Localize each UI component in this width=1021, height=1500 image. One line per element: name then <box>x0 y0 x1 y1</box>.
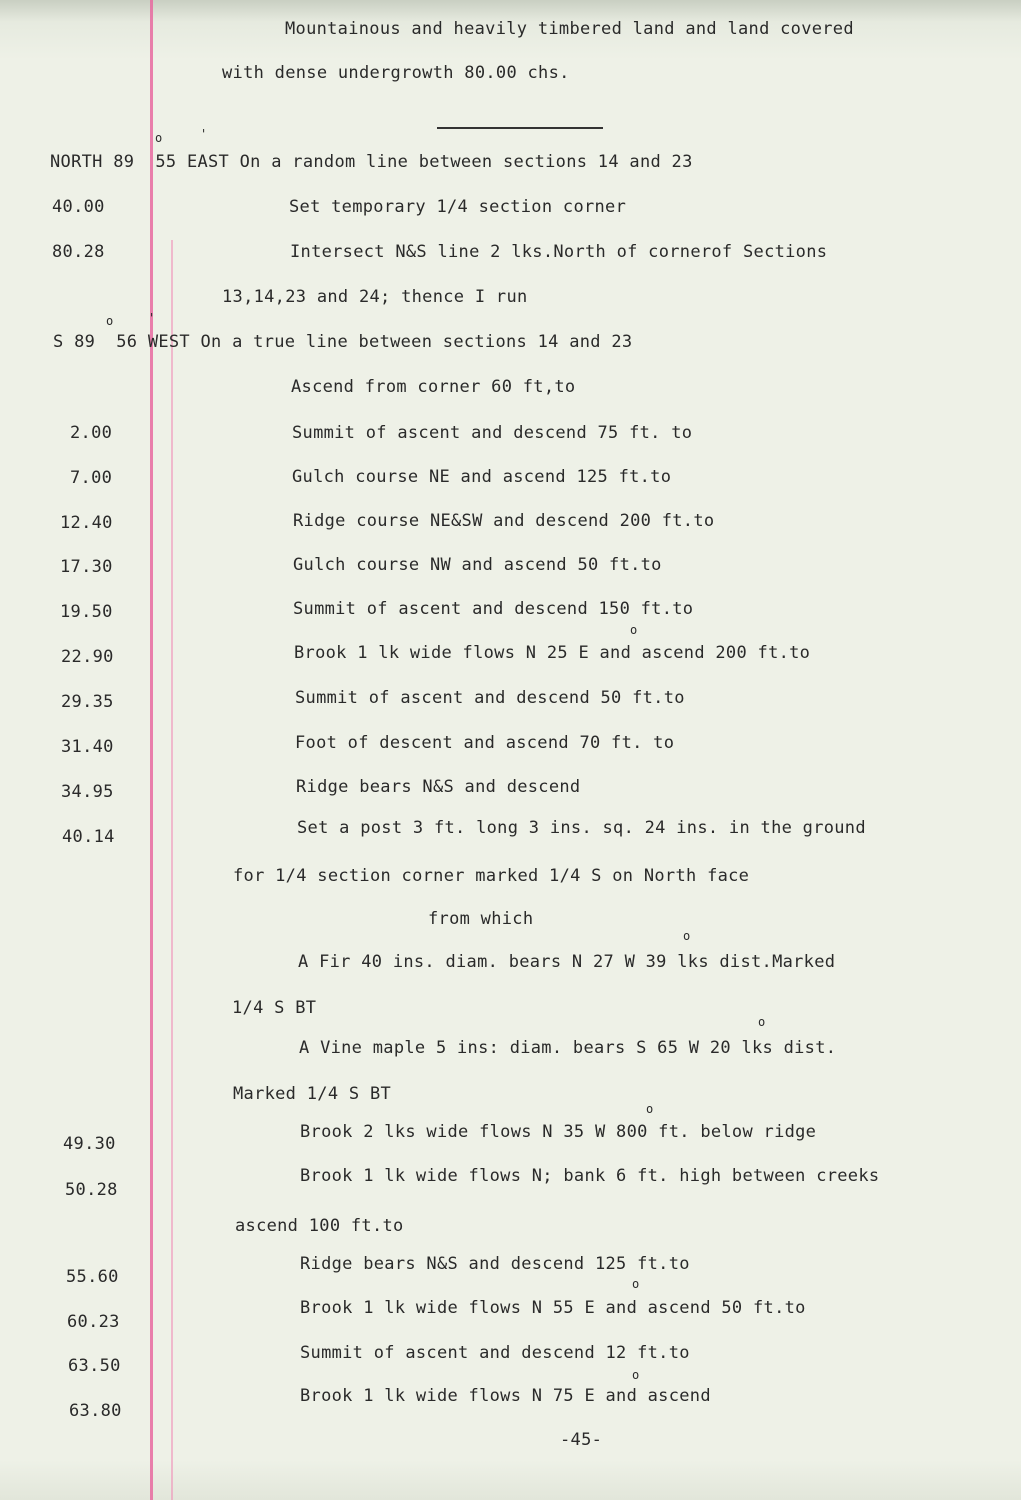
degree-mark: o <box>155 131 163 145</box>
note: Brook 1 lk wide flows N 75 E and ascend <box>300 1386 711 1406</box>
distance: 63.50 <box>68 1356 121 1376</box>
distance: 31.40 <box>61 737 114 757</box>
note: Gulch course NW and ascend 50 ft.to <box>293 555 662 575</box>
distance: 60.23 <box>67 1312 120 1332</box>
distance: 29.35 <box>61 692 114 712</box>
distance: 49.30 <box>63 1134 116 1154</box>
quarter-corner-line: for 1/4 section corner marked 1/4 S on North face <box>233 866 750 886</box>
bearing-tree-fir: A Fir 40 ins. diam. bears N 27 W 39 lks dist.Marked <box>298 952 836 972</box>
minute-mark: ' <box>148 311 156 325</box>
margin-rule <box>148 0 156 1500</box>
distance: 2.00 <box>70 423 113 443</box>
distance: 12.40 <box>60 513 113 533</box>
distance: 63.80 <box>69 1401 122 1421</box>
degree-mark: o <box>632 1277 640 1291</box>
distance: 17.30 <box>60 557 113 577</box>
degree-mark: o <box>106 314 114 328</box>
note: Set temporary 1/4 section corner <box>289 197 627 217</box>
intro-line-1: Mountainous and heavily timbered land and land covered <box>285 19 854 39</box>
bearing-tree-maple-mark: Marked 1/4 S BT <box>233 1084 392 1104</box>
note: Brook 1 lk wide flows N 25 E and ascend 200 ft.to <box>294 643 811 663</box>
true-line-heading: S 89 56 WEST On a true line between sections 14 and 23 <box>53 332 633 352</box>
distance: 50.28 <box>65 1180 118 1200</box>
distance: 55.60 <box>66 1267 119 1287</box>
note: Ridge bears N&S and descend <box>296 777 581 797</box>
distance: 22.90 <box>61 647 114 667</box>
degree-mark: o <box>683 929 691 943</box>
note: Intersect N&S line 2 lks.North of cornerof Sections <box>290 242 828 262</box>
note: Ridge course NE&SW and descend 200 ft.to <box>293 511 715 531</box>
note: Brook 1 lk wide flows N 55 E and ascend 50 ft.to <box>300 1298 806 1318</box>
minute-mark: ' <box>200 127 208 141</box>
thence-line: 13,14,23 and 24; thence I run <box>222 287 528 307</box>
bearing-tree-fir-mark: 1/4 S BT <box>232 998 317 1018</box>
note: Brook 1 lk wide flows N; bank 6 ft. high between creeks <box>300 1166 880 1186</box>
margin-rule-secondary <box>171 240 173 1500</box>
note: Summit of ascent and descend 150 ft.to <box>293 599 694 619</box>
note: Foot of descent and ascend 70 ft. to <box>295 733 675 753</box>
note: Gulch course NE and ascend 125 ft.to <box>292 467 672 487</box>
page-number: -45- <box>560 1430 603 1450</box>
note: Ascend from corner 60 ft,to <box>291 377 576 397</box>
from-which: from which <box>428 909 534 929</box>
degree-mark: o <box>758 1015 766 1029</box>
degree-mark: o <box>632 1368 640 1382</box>
note: Summit of ascent and descend 75 ft. to <box>292 423 693 443</box>
section-divider <box>437 127 603 129</box>
distance: 19.50 <box>60 602 113 622</box>
distance: 80.28 <box>52 242 105 262</box>
random-line-heading: NORTH 89 55 EAST On a random line between sections 14 and 23 <box>50 152 693 172</box>
ascend-line: ascend 100 ft.to <box>235 1216 404 1236</box>
distance: 7.00 <box>70 468 113 488</box>
intro-line-2: with dense undergrowth 80.00 chs. <box>222 63 570 83</box>
note: Summit of ascent and descend 12 ft.to <box>300 1343 690 1363</box>
bearing-tree-maple: A Vine maple 5 ins: diam. bears S 65 W 20 lks dist. <box>299 1038 837 1058</box>
distance: 40.14 <box>62 827 115 847</box>
distance: 40.00 <box>52 197 105 217</box>
note: Ridge bears N&S and descend 125 ft.to <box>300 1254 690 1274</box>
note: Set a post 3 ft. long 3 ins. sq. 24 ins. in the ground <box>297 818 866 838</box>
distance: 34.95 <box>61 782 114 802</box>
note: Brook 2 lks wide flows N 35 W 800 ft. below ridge <box>300 1122 817 1142</box>
note: Summit of ascent and descend 50 ft.to <box>295 688 685 708</box>
degree-mark: o <box>646 1102 654 1116</box>
degree-mark: o <box>630 623 638 637</box>
